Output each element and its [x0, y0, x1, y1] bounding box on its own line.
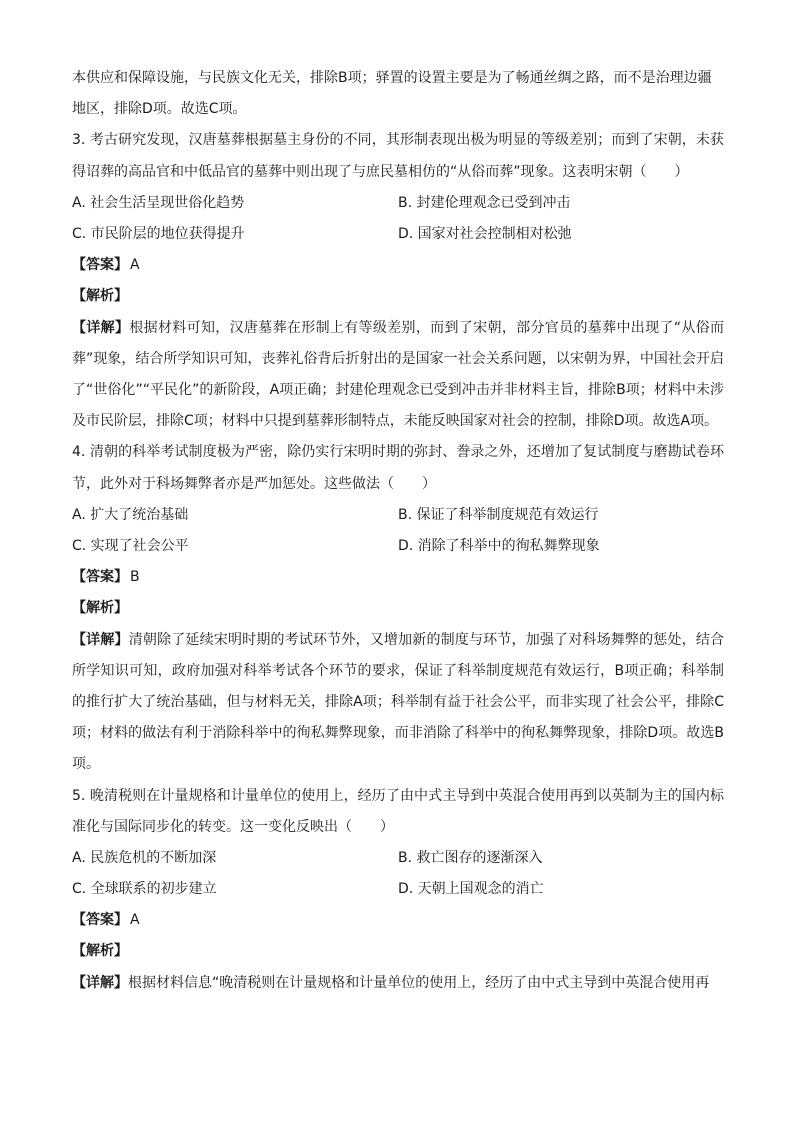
detail-text: 根据材料信息“晚清税则在计量规格和计量单位的使用上，经历了由中式主导到中英混合使用再 [128, 974, 710, 991]
answer-label: 【答案】 [72, 912, 128, 929]
detail-paragraph [72, 968, 724, 999]
question-stem: 4. 清朝的科举考试制度极为严密，除仍实行宋明时期的弥封、誊录之外，还增加了复试制度与磨勘试卷环节，此外对于科场舞弊者亦是严加惩处。这些做法（ ） [72, 444, 724, 492]
question-3 [72, 125, 724, 437]
option-a: A. 社会生活呈现世俗化趋势 [72, 194, 245, 211]
prev-analysis-line-1: 本供应和保障设施，与民族文化无关，排除B项；驿置的设置主要是为了畅通丝绸之路，而不是治理边疆 [72, 70, 712, 86]
option-a: A. 扩大了统治基础 [72, 506, 189, 523]
option-b: B. 封建伦理观念已受到冲击 [398, 194, 571, 211]
option-d: D. 消除了科举中的徇私舞弊现象 [398, 537, 600, 554]
option-d: D. 国家对社会控制相对松弛 [398, 225, 572, 242]
options-row [72, 500, 724, 531]
answer-line [72, 562, 724, 593]
answer-label: 【答案】 [72, 569, 128, 586]
option-c: C. 市民阶层的地位获得提升 [72, 225, 245, 242]
analysis-label: 【解析】 [72, 943, 128, 960]
answer-line [72, 250, 724, 281]
option-b: B. 保证了科举制度规范有效运行 [398, 506, 599, 523]
question-5 [72, 781, 724, 999]
question-stem: 3. 考古研究发现，汉唐墓葬根据墓主身份的不同，其形制表现出极为明显的等级差别；而到了宋朝，未获得诏葬的高品官和中低品官的墓葬中则出现了与庶民墓相仿的“从俗而葬”现象。这表明宋朝（ ） [72, 132, 724, 180]
question-4 [72, 437, 724, 780]
options-row [72, 843, 724, 874]
answer-value: B [130, 569, 140, 586]
detail-paragraph [72, 625, 724, 781]
detail-label: 【详解】 [72, 319, 130, 336]
options-row [72, 219, 724, 250]
options-row [72, 188, 724, 219]
prev-analysis-line-2: 地区，排除D项。故选C项。 [72, 101, 247, 118]
answer-value: A [130, 912, 140, 929]
option-d: D. 天朝上国观念的消亡 [398, 881, 544, 898]
analysis-line [72, 593, 724, 624]
detail-label: 【详解】 [72, 974, 128, 991]
options-row [72, 874, 724, 905]
option-c: C. 全球联系的初步建立 [72, 881, 217, 898]
answer-label: 【答案】 [72, 257, 128, 274]
detail-paragraph [72, 313, 724, 438]
question-stem: 5. 晚清税则在计量规格和计量单位的使用上，经历了由中式主导到中英混合使用再到以英制为主的国内标准化与国际同步化的转变。这一变化反映出（ ） [72, 787, 724, 835]
detail-text: 清朝除了延续宋明时期的考试环节外，又增加新的制度与环节，加强了对科场舞弊的惩处，结合所学知识可知，政府加强对科举考试各个环节的要求，保证了科举制度规范有效运行，B项正确；科举制的推行扩大了统治基础，但与材料无关，排除A项；科举制有益于社会公平，而非实现了社会公平，排除C项；材料的做法有利于消除科举中的徇私舞弊现象，而非消除了科举中的徇私舞弊现象，排除D项。故选B项。 [72, 631, 725, 773]
option-c: C. 实现了社会公平 [72, 537, 189, 554]
analysis-label: 【解析】 [72, 288, 128, 305]
answer-value: A [130, 257, 140, 274]
document-page [72, 63, 724, 999]
option-a: A. 民族危机的不断加深 [72, 849, 217, 866]
detail-text: 根据材料可知，汉唐墓葬在形制上有等级差别，而到了宋朝，部分官员的墓葬中出现了“从俗而葬”现象，结合所学知识可知，丧葬礼俗背后折射出的是国家一社会关系问题，以宋朝为界，中国社会开启了“世俗化”“平民化”的新阶段，A项正确；封建伦理观念已受到冲击并非材料主旨，排除B项；材料中未涉及市民阶层，排除C项；材料中只提到墓葬形制特点，未能反映国家对社会的控制，排除D项。故选A项。 [72, 319, 724, 430]
option-b: B. 救亡图存的逐渐深入 [398, 849, 543, 866]
analysis-line [72, 281, 724, 312]
options-row [72, 531, 724, 562]
analysis-label: 【解析】 [72, 600, 128, 617]
detail-label: 【详解】 [72, 631, 129, 648]
analysis-line [72, 936, 724, 967]
answer-line [72, 905, 724, 936]
